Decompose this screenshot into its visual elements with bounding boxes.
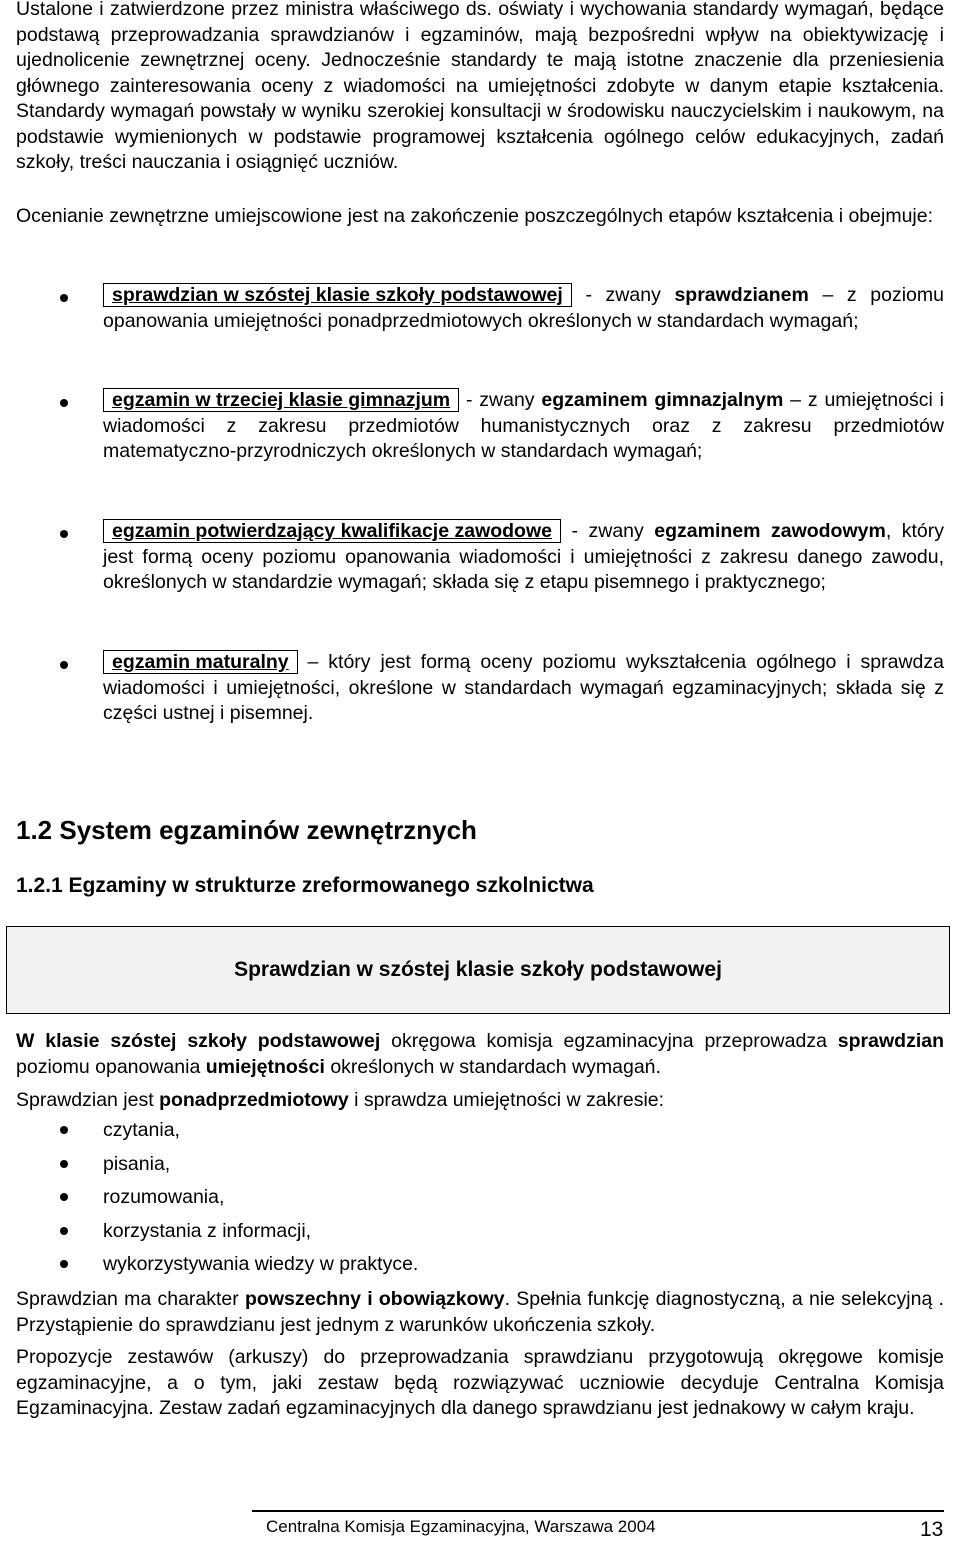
- skill-item: czytania,: [16, 1114, 944, 1148]
- exam-list-item: sprawdzian w szóstej klasie szkoły podstawowej - zwany sprawdzianem – z poziomu opanowania umiejętności ponadprzedmiotowych określonych w standardach wymagań;: [16, 283, 944, 334]
- page-number: 13: [920, 1518, 944, 1541]
- section-paragraph: W klasie szóstej szkoły podstawowej okręgowa komisja egzaminacyjna przeprowadza sprawdzian poziomu opanowania umiejętności określonych w standardach wymagań.: [16, 1030, 944, 1078]
- skill-item: rozumowania,: [16, 1181, 944, 1215]
- intro-paragraph-2: Ocenianie zewnętrzne umiejscowione jest na zakończenie poszczególnych etapów kształcenia i obejmuje:: [16, 205, 934, 227]
- bullet-icon: [60, 399, 68, 407]
- bullet-icon: [60, 1193, 68, 1201]
- exam-name-box: sprawdzian w szóstej klasie szkoły podstawowej: [103, 283, 572, 307]
- skill-item: korzystania z informacji,: [16, 1215, 944, 1249]
- exam-list-item: egzamin potwierdzający kwalifikacje zawodowe - zwany egzaminem zawodowym, który jest formą oceny poziomu opanowania wiadomości i umiejętności z zakresu danego zawodu, określonych w standardzie wymagań; składa się z etapu pisemnego i praktycznego;: [16, 519, 944, 596]
- section-heading: 1.2 System egzaminów zewnętrznych: [16, 815, 477, 845]
- section-banner: Sprawdzian w szóstej klasie szkoły podstawowej: [6, 926, 950, 1014]
- skill-item: pisania,: [16, 1148, 944, 1182]
- bullet-icon: [60, 294, 68, 302]
- exam-name-box: egzamin potwierdzający kwalifikacje zawodowe: [103, 519, 561, 543]
- exam-name-box: egzamin maturalny: [103, 650, 298, 674]
- bullet-icon: [60, 1126, 68, 1134]
- section-paragraph: Sprawdzian jest ponadprzedmiotowy i sprawdza umiejętności w zakresie:: [16, 1089, 665, 1111]
- section-paragraph: Sprawdzian ma charakter powszechny i obowiązkowy. Spełnia funkcję diagnostyczną, a nie selekcyjną . Przystąpienie do sprawdzianu jest jednym z warunków ukończenia szkoły.: [16, 1288, 944, 1336]
- bullet-icon: [60, 1160, 68, 1168]
- section-paragraph: Propozycje zestawów (arkuszy) do przeprowadzania sprawdzianu przygotowują okręgowe komisje egzaminacyjne, a o tym, jaki zestaw będą rozwiązywać uczniowie decyduje Centralna Komisja Egzaminacyjna. Zestaw zadań egzaminacyjnych dla danego sprawdzianu jest jednakowy w całym kraju.: [16, 1346, 944, 1419]
- bullet-icon: [60, 1227, 68, 1235]
- exam-name-box: egzamin w trzeciej klasie gimnazjum: [103, 388, 459, 412]
- exam-list-item: egzamin maturalny – który jest formą oceny poziomu wykształcenia ogólnego i sprawdza wiadomości i umiejętności, określone w standardach wymagań egzaminacyjnych; składa się z części ustnej i pisemnej.: [16, 650, 944, 727]
- footer-text: Centralna Komisja Egzaminacyjna, Warszawa 2004: [266, 1517, 656, 1536]
- bullet-icon: [60, 530, 68, 538]
- footer-divider: [252, 1510, 944, 1512]
- subsection-heading: 1.2.1 Egzaminy w strukturze zreformowanego szkolnictwa: [16, 874, 594, 897]
- bullet-icon: [60, 661, 68, 669]
- skills-list: [16, 1114, 944, 1282]
- exam-list-item: egzamin w trzeciej klasie gimnazjum - zwany egzaminem gimnazjalnym – z umiejętności i wiadomości z zakresu przedmiotów humanistycznych oraz z zakresu przedmiotów matematyczno-przyrodniczych określonych w standardach wymagań;: [16, 388, 944, 465]
- skill-item: wykorzystywania wiedzy w praktyce.: [16, 1248, 944, 1282]
- bullet-icon: [60, 1260, 68, 1268]
- intro-paragraph: Ustalone i zatwierdzone przez ministra właściwego ds. oświaty i wychowania standardy wymagań, będące podstawą przeprowadzania sprawdzianów i egzaminów, mają bezpośredni wpływ na obiektywizację i ujednolicenie zewnętrznej oceny. Jednocześnie standardy te mają istotne znaczenie dla przeniesienia głównego zainteresowania oceny z wiadomości na umiejętności zdobyte w danym etapie kształcenia. Standardy wymagań powstały w wyniku szerokiej konsultacji w środowisku nauczycielskim i naukowym, na podstawie wymienionych w podstawie programowej kształcenia ogólnego celów edukacyjnych, zadań szkoły, treści nauczania i osiągnięć uczniów.: [16, 0, 944, 173]
